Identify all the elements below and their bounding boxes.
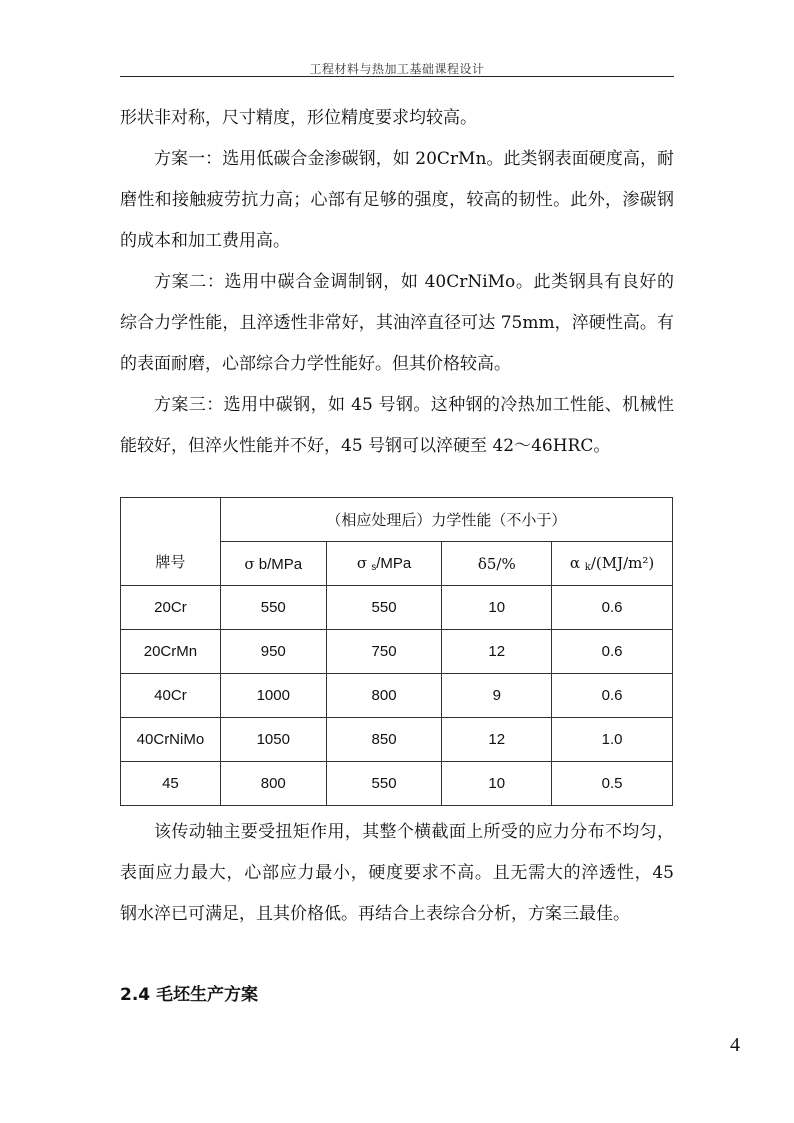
header-divider — [120, 76, 674, 77]
grade-cell: 45 — [121, 762, 221, 806]
table-row — [121, 762, 673, 806]
tensile-cell: 950 — [220, 630, 326, 674]
tensile-cell: 550 — [220, 586, 326, 630]
section-heading: 2.4 毛坯生产方案 — [120, 985, 259, 1005]
elongation-cell: 10 — [442, 586, 552, 630]
table-row — [121, 630, 673, 674]
elongation-cell: 12 — [442, 630, 552, 674]
elongation-cell: 9 — [442, 674, 552, 718]
paragraph-option-one: 方案一：选用低碳合金渗碳钢，如 20CrMn。此类钢表面硬度高，耐磨性和接触疲劳抗力高；心部有足够的强度，较高的韧性。此外，渗碳钢的成本和加工费用高。 — [120, 149, 674, 251]
properties-group-header: （相应处理后）力学性能（不小于） — [220, 498, 672, 542]
yield-cell: 800 — [326, 674, 442, 718]
yield-cell: 750 — [326, 630, 442, 674]
yield-strength-header: σ $_s$/MPa — [326, 542, 442, 586]
page-number: 4 — [730, 1034, 740, 1056]
tensile-cell: 1050 — [220, 718, 326, 762]
elongation-header: δ5/% — [442, 542, 552, 586]
grade-cell: 20CrMn — [121, 630, 221, 674]
paragraph-option-two: 方案二：选用中碳合金调制钢，如 40CrNiMo。此类钢具有良好的综合力学性能，且淬透性非常好，其油淬直径可达 75mm，淬硬性高。有的表面耐磨，心部综合力学性能好。但其价格较高。 — [120, 272, 674, 374]
table-header-row — [121, 498, 673, 542]
tensile-cell: 1000 — [220, 674, 326, 718]
grade-header-label: 牌号 — [155, 553, 186, 571]
impact-cell: 0.6 — [552, 630, 673, 674]
header-title: 工程材料与热加工基础课程设计 — [309, 62, 485, 76]
yield-cell: 550 — [326, 586, 442, 630]
paragraph-intro: 形状非对称，尺寸精度，形位精度要求均较高。 — [120, 108, 477, 128]
mechanical-properties-table — [120, 497, 673, 806]
table-row — [121, 718, 673, 762]
grade-cell: 40CrNiMo — [121, 718, 221, 762]
paragraph-conclusion: 该传动轴主要受扭矩作用，其整个横截面上所受的应力分布不均匀，表面应力最大，心部应力最小，硬度要求不高。且无需大的淬透性，45 钢水淬已可满足，且其价格低。再结合上表综合分析，方案三最佳。 — [120, 822, 674, 924]
grade-header — [121, 498, 221, 586]
tensile-strength-header: σ b/MPa — [220, 542, 326, 586]
paragraph-option-three: 方案三：选用中碳钢，如 45 号钢。这种钢的冷热加工性能、机械性能较好，但淬火性能并不好，45 号钢可以淬硬至 42～46HRC。 — [120, 395, 674, 456]
table-row — [121, 674, 673, 718]
impact-cell: 0.6 — [552, 586, 673, 630]
yield-cell: 550 — [326, 762, 442, 806]
table-row — [121, 586, 673, 630]
grade-cell: 20Cr — [121, 586, 221, 630]
elongation-cell: 10 — [442, 762, 552, 806]
grade-cell: 40Cr — [121, 674, 221, 718]
impact-cell: 0.6 — [552, 674, 673, 718]
impact-cell: 1.0 — [552, 718, 673, 762]
tensile-cell: 800 — [220, 762, 326, 806]
elongation-cell: 12 — [442, 718, 552, 762]
yield-cell: 850 — [326, 718, 442, 762]
impact-cell: 0.5 — [552, 762, 673, 806]
impact-toughness-header: α $_k$/(MJ/m²) — [552, 542, 673, 586]
